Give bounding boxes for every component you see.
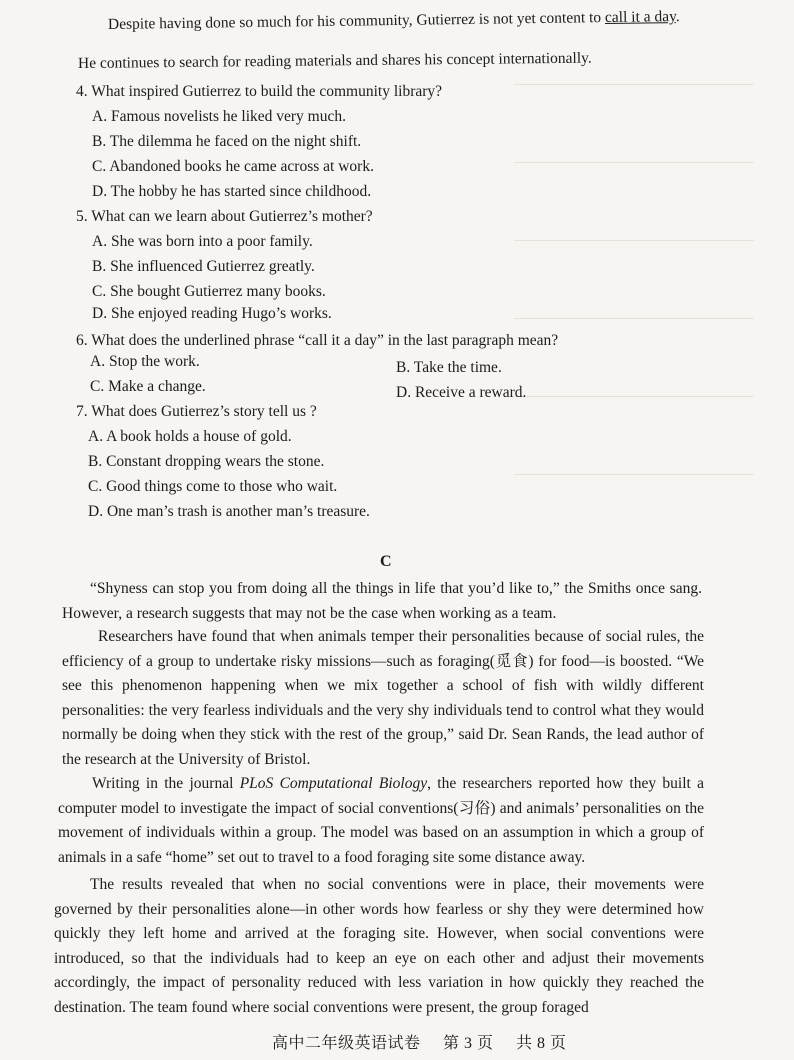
question-6-option-d: D. Receive a reward. — [396, 384, 527, 401]
section-heading: C — [380, 553, 392, 570]
footer-exam-title: 高中二年级英语试卷 — [272, 1035, 421, 1052]
question-4-option-b: B. The dilemma he faced on the night shift. — [92, 133, 362, 150]
question-4-stem: 4. What inspired Gutierrez to build the community library? — [76, 83, 443, 100]
question-6-option-a: A. Stop the work. — [90, 353, 200, 370]
bleed-through-line — [514, 162, 754, 163]
question-5-option-d: D. She enjoyed reading Hugo’s works. — [92, 305, 332, 322]
passage-paragraph-1: “Shyness can stop you from doing all the things in life that you’d like to,” the Smiths once sang. However, a research suggests that may not be the case when working as a team. — [62, 580, 702, 622]
question-7-option-b: B. Constant dropping wears the stone. — [88, 453, 325, 470]
intro-text: Despite having done so much for his community, Gutierrez is not yet content to — [107, 9, 602, 33]
question-6-option-b: B. Take the time. — [396, 359, 502, 376]
question-7-stem: 7. What does Gutierrez’s story tell us ? — [76, 403, 317, 420]
question-6-option-c: C. Make a change. — [90, 378, 206, 395]
question-7-option-c: C. Good things come to those who wait. — [88, 478, 338, 495]
question-5-option-c: C. She bought Gutierrez many books. — [92, 283, 326, 300]
journal-title: PLoS Computational Biology — [239, 775, 428, 792]
bleed-through-line — [514, 84, 754, 85]
passage-paragraph-3: Writing in the journal PLoS Computational Biology, the researchers reported how they built a computer model to investigate the impact of social conventions(习俗) and animals’ personalities on the movement of individuals within a group. The model was based on an assumption in which a group of animals in a safe “home” set out to travel to a food foraging site some distance away. — [58, 775, 704, 866]
question-5-option-b: B. She influenced Gutierrez greatly. — [92, 258, 315, 275]
question-6-stem: 6. What does the underlined phrase “call it a day” in the last paragraph mean? — [76, 332, 559, 349]
question-4-option-a: A. Famous novelists he liked very much. — [92, 108, 346, 125]
bleed-through-line — [514, 474, 754, 475]
intro-line-2: He continues to search for reading materials and shares his concept internationally. — [77, 49, 592, 72]
question-4-option-c: C. Abandoned books he came across at work. — [92, 158, 374, 175]
question-5-stem: 5. What can we learn about Gutierrez’s mother? — [76, 208, 373, 225]
bleed-through-line — [514, 396, 754, 397]
bleed-through-line — [514, 240, 754, 241]
question-7-option-a: A. A book holds a house of gold. — [88, 428, 292, 445]
passage-paragraph-4: The results revealed that when no social conventions were in place, their movements were governed by their personalities alone—in other words how fearless or shy they were determined how quickly they left home and arrived at the foraging site. However, when social conventions were introduced, so that the individuals had to keep an eye on each other and adjust their movements accordingly, the impact of personality reduced with less variation in how quickly they reached the destination. The team found where social conventions were present, the group foraged — [54, 876, 704, 1016]
page-footer — [272, 1030, 585, 1053]
passage-paragraph-2: Researchers have found that when animals temper their personalities because of social rules, the efficiency of a group to undertake risky missions—such as foraging(觅食) for food—is boosted. “We see this phenomenon happening when we mix together a school of fish with wildly different personalities: the very fearless individuals and the very shy individuals tend to control what they would normally be doing when they stick with the rest of the group,” said Dr. Sean Rands, the lead author of the research at the University of Bristol. — [62, 628, 704, 768]
bleed-through-line — [514, 318, 754, 319]
intro-line-1: Despite having done so much for his community, Gutierrez is not yet content to call it a day. — [107, 8, 680, 33]
question-5-option-a: A. She was born into a poor family. — [92, 233, 313, 250]
question-7-option-d: D. One man’s trash is another man’s treasure. — [88, 503, 370, 520]
underlined-phrase: call it a day — [604, 8, 676, 27]
footer-total-pages: 共 8 页 — [516, 1035, 567, 1052]
question-4-option-d: D. The hobby he has started since childhood. — [92, 183, 372, 200]
footer-page-number: 第 3 页 — [443, 1035, 494, 1052]
